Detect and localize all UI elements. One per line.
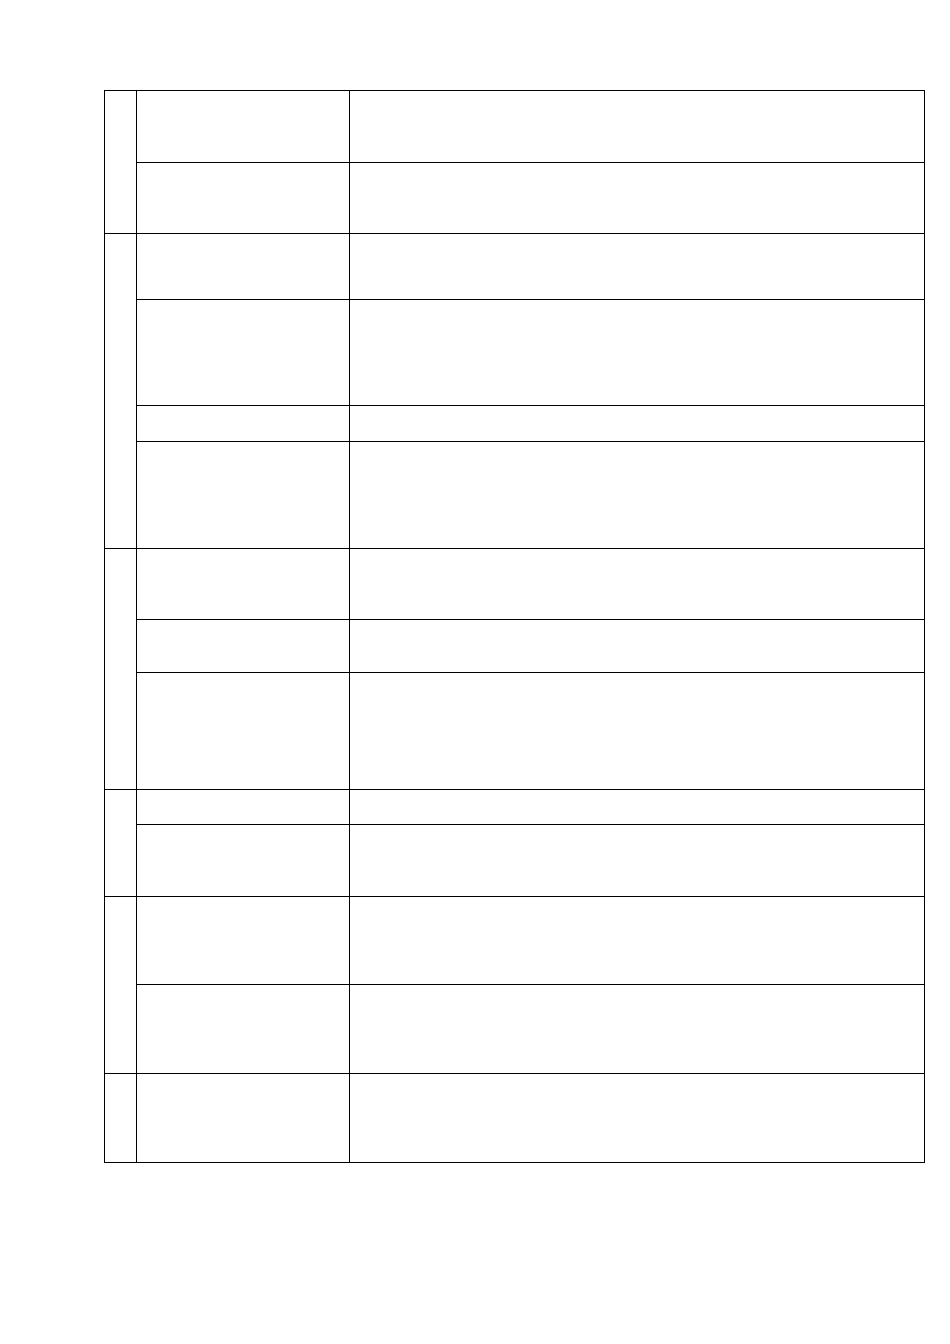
usage-description [137,897,350,985]
example-sentences [350,790,925,825]
example-sentences [350,620,925,673]
table-row [105,406,925,442]
usage-description [137,91,350,163]
example-line [358,897,918,915]
example-sentences [350,549,925,620]
table-row [105,91,925,163]
table-row [105,897,925,985]
usage-description [137,300,350,406]
usage-description [137,985,350,1074]
example-sentences [350,825,925,897]
category-cell [105,91,137,234]
usage-description [137,163,350,234]
example-line [358,825,918,843]
usage-description [137,790,350,825]
example-sentences [350,234,925,300]
example-sentences [350,300,925,406]
usage-description [137,442,350,549]
example-sentences [350,406,925,442]
example-sentences [350,1074,925,1163]
table-row [105,825,925,897]
example-line [358,673,918,691]
table-row [105,673,925,790]
usage-description [137,406,350,442]
category-cell [105,234,137,549]
grammar-table-body [105,91,925,1163]
table-row [105,300,925,406]
example-sentences [350,673,925,790]
table-row [105,442,925,549]
table-row [105,620,925,673]
usage-description [137,620,350,673]
table-row [105,1074,925,1163]
example-sentences [350,163,925,234]
table-row [105,163,925,234]
usage-description [137,234,350,300]
usage-description [137,549,350,620]
table-row [105,549,925,620]
category-cell [105,1074,137,1163]
usage-description [137,1074,350,1163]
table-row [105,790,925,825]
table-row [105,234,925,300]
usage-description [137,673,350,790]
category-cell [105,549,137,790]
example-sentences [350,442,925,549]
grammar-table [104,90,925,1163]
example-sentences [350,897,925,985]
usage-description [137,825,350,897]
example-line [358,1074,918,1092]
example-line [358,300,918,318]
category-cell [105,897,137,1074]
table-row [105,985,925,1074]
example-sentences [350,985,925,1074]
category-cell [105,790,137,897]
example-line [358,442,918,460]
example-sentences [350,91,925,163]
example-line [358,163,918,181]
